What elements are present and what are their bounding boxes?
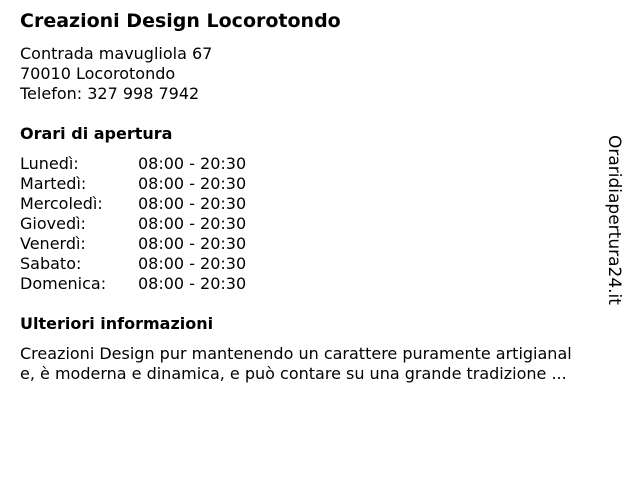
hours-heading: Orari di apertura	[20, 124, 173, 143]
time-range: 08:00 - 20:30	[138, 214, 247, 233]
business-name: Creazioni Design Locorotondo	[20, 10, 341, 32]
day-label: Giovedì:	[20, 214, 86, 233]
day-label: Sabato:	[20, 254, 82, 273]
time-range: 08:00 - 20:30	[138, 234, 247, 253]
hours-row-wednesday	[20, 194, 280, 214]
info-description	[20, 344, 572, 384]
time-range: 08:00 - 20:30	[138, 254, 247, 273]
day-label: Domenica:	[20, 274, 107, 293]
time-range: 08:00 - 20:30	[138, 194, 247, 213]
day-label: Venerdì:	[20, 234, 86, 253]
site-watermark: Oraridiapertura24.it	[604, 135, 624, 305]
contact-block	[20, 44, 212, 104]
hours-row-sunday	[20, 274, 280, 294]
day-label: Mercoledì:	[20, 194, 103, 213]
day-label: Martedì:	[20, 174, 87, 193]
time-range: 08:00 - 20:30	[138, 274, 247, 293]
day-label: Lunedì:	[20, 154, 79, 173]
address-street: Contrada mavugliola 67	[20, 44, 213, 63]
hours-row-saturday	[20, 254, 280, 274]
hours-row-monday	[20, 154, 280, 174]
info-heading: Ulteriori informazioni	[20, 314, 214, 333]
info-line: Creazioni Design pur mantenendo un carattere puramente artigianal	[20, 344, 572, 363]
info-line: e, è moderna e dinamica, e può contare su una grande tradizione ...	[20, 364, 567, 383]
hours-row-tuesday	[20, 174, 280, 194]
time-range: 08:00 - 20:30	[138, 174, 247, 193]
hours-table	[20, 154, 280, 294]
time-range: 08:00 - 20:30	[138, 154, 247, 173]
hours-row-friday	[20, 234, 280, 254]
phone-number: Telefon: 327 998 7942	[20, 84, 200, 103]
hours-row-thursday	[20, 214, 280, 234]
address-city: 70010 Locorotondo	[20, 64, 176, 83]
